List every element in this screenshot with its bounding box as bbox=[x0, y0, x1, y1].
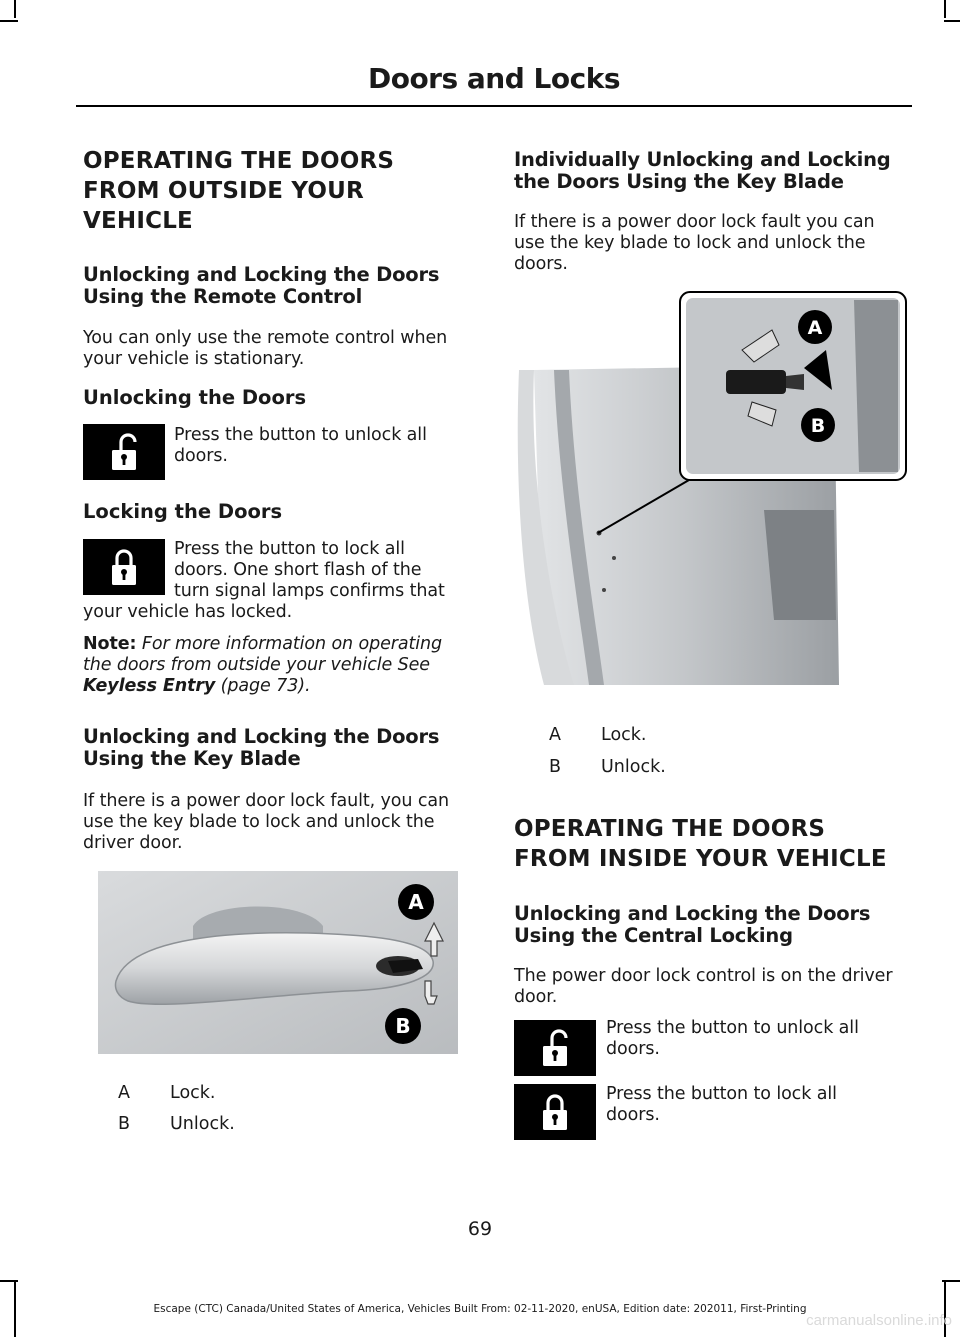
page-number: 69 bbox=[467, 1218, 493, 1240]
page-header-title: Doors and Locks bbox=[367, 62, 620, 95]
lock-padlock-icon bbox=[540, 1092, 570, 1132]
legend-value: Lock. bbox=[170, 1083, 216, 1103]
section-title-outside: OPERATING THE DOORS FROM OUTSIDE YOUR VEHICLE bbox=[83, 148, 395, 234]
lock-button-icon bbox=[83, 539, 165, 595]
edition-footer: Escape (CTC) Canada/United States of America, Vehicles Built From: 02-11-2020, enUSA, Edition date: 202011, First-Printing bbox=[153, 1303, 807, 1315]
locking-text-block: Press the button to lock all doors. One short flash of the turn signal lamps confirms that bbox=[174, 539, 445, 601]
legend-value: Unlock. bbox=[170, 1114, 235, 1134]
figure-label-a: A bbox=[807, 317, 823, 339]
header-rule bbox=[76, 105, 912, 107]
door-handle-figure bbox=[98, 871, 458, 1054]
crop-mark bbox=[944, 0, 946, 18]
watermark: carmanualsonline.info bbox=[806, 1312, 952, 1329]
legend-key: A bbox=[118, 1083, 130, 1103]
central-unlock-text: Press the button to unlock all doors. bbox=[606, 1018, 859, 1059]
lock-padlock-icon bbox=[109, 547, 139, 587]
legend-key: B bbox=[118, 1114, 131, 1134]
heading-locking-doors: Locking the Doors bbox=[83, 500, 283, 523]
crop-mark bbox=[0, 20, 18, 22]
crop-mark bbox=[0, 1280, 18, 1282]
remote-intro-text: You can only use the remote control when your vehicle is stationary. bbox=[83, 328, 448, 369]
heading-individual-key-blade: Individually Unlocking and Locking the Doors Using the Key Blade bbox=[514, 148, 891, 193]
crop-mark bbox=[14, 0, 16, 18]
note-label: Note: bbox=[83, 634, 137, 654]
unlocking-text: Press the button to unlock all doors. bbox=[174, 425, 427, 466]
unlock-button-icon bbox=[83, 424, 165, 480]
central-unlock-button-icon bbox=[514, 1020, 596, 1076]
heading-unlocking-doors: Unlocking the Doors bbox=[83, 386, 307, 409]
unlock-padlock-icon bbox=[540, 1028, 570, 1068]
door-jamb-figure bbox=[514, 290, 908, 690]
door-handle-illustration bbox=[98, 871, 458, 1054]
legend-value: Lock. bbox=[601, 725, 647, 745]
figure-label-b: B bbox=[395, 1014, 411, 1038]
central-lock-text: Press the button to lock all doors. bbox=[606, 1084, 837, 1125]
heading-key-blade: Unlocking and Locking the Doors Using the Key Blade bbox=[83, 725, 440, 770]
figure-label-b: B bbox=[810, 415, 826, 437]
unlock-padlock-icon bbox=[109, 432, 139, 472]
figure-label-a: A bbox=[408, 890, 424, 914]
heading-remote-control: Unlocking and Locking the Doors Using the Remote Control bbox=[83, 263, 440, 308]
legend-key: B bbox=[549, 757, 562, 777]
crop-mark bbox=[944, 20, 960, 22]
central-lock-button-icon bbox=[514, 1084, 596, 1140]
central-text: The power door lock control is on the driver door. bbox=[514, 966, 893, 1007]
legend-key: A bbox=[549, 725, 561, 745]
note-paragraph: Note: For more information on operating the doors from outside your vehicle See Keyless Entry (page 73). bbox=[83, 634, 443, 696]
door-jamb-illustration bbox=[514, 290, 908, 690]
locking-text-last: your vehicle has locked. bbox=[83, 602, 293, 622]
legend-value: Unlock. bbox=[601, 757, 666, 777]
individual-text: If there is a power door lock fault you can use the key blade to lock and unlock the doors. bbox=[514, 212, 875, 274]
heading-central-locking: Unlocking and Locking the Doors Using the Central Locking bbox=[514, 902, 871, 947]
section-title-inside: OPERATING THE DOORS FROM INSIDE YOUR VEHICLE bbox=[514, 816, 887, 872]
key-blade-text: If there is a power door lock fault, you can use the key blade to lock and unlock the driver door. bbox=[83, 791, 449, 853]
crop-mark bbox=[942, 1280, 960, 1282]
keyless-entry-link[interactable]: Keyless Entry bbox=[83, 676, 216, 696]
